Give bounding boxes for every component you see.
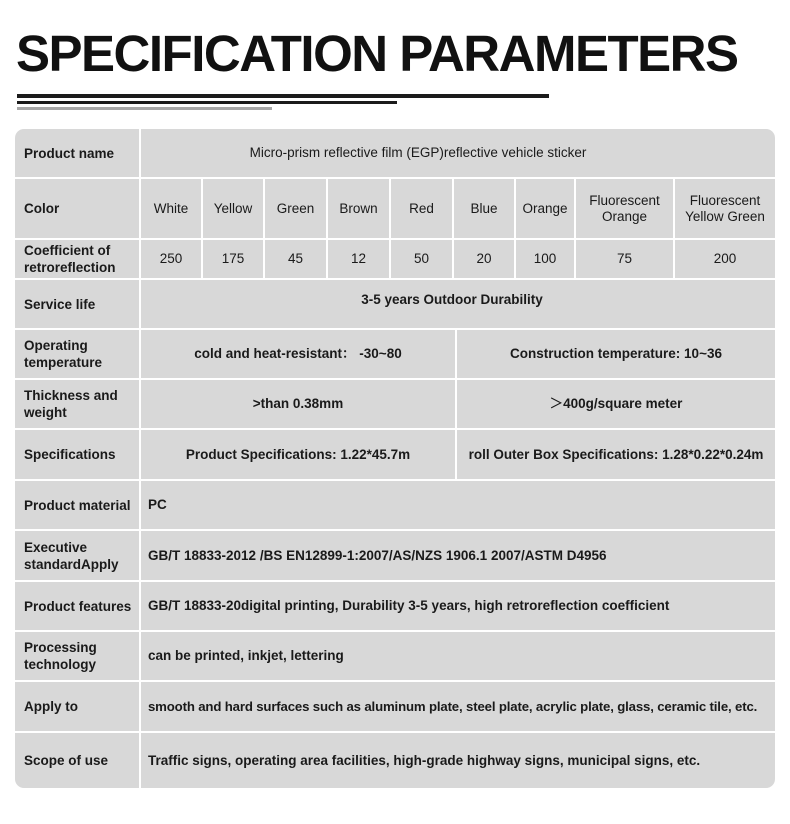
row-retroreflection: [15, 240, 775, 278]
row-executive-standard: [15, 531, 775, 580]
page-title: SPECIFICATION PARAMETERS: [16, 25, 738, 82]
row-product-material: [15, 481, 775, 529]
product-features-value: GB/T 18833-20digital printing, Durability 3-5 years, high retroreflection coefficient: [148, 598, 670, 613]
row-color: [15, 179, 775, 238]
row-label: Service life: [24, 296, 96, 312]
row-label: Specifications: [24, 447, 116, 462]
row-scope-of-use: [15, 733, 775, 788]
row-product-name: [15, 129, 775, 177]
retroreflection-cell: 200: [713, 251, 737, 266]
product-material-value: PC: [148, 497, 167, 512]
row-operating-temperature: [15, 330, 775, 378]
color-cell: Brown: [339, 200, 378, 216]
retroreflection-cell: 250: [159, 251, 183, 266]
row-processing-technology: [15, 632, 775, 680]
service-life-value: 3-5 years Outdoor Durability: [361, 292, 543, 307]
construction-temperature: Construction temperature: 10~36: [510, 346, 722, 361]
row-label: Color: [24, 201, 60, 216]
color-cell: Green: [276, 200, 315, 216]
apply-to-value: smooth and hard surfaces such as aluminum plate, steel plate, acrylic plate, glass, ceramic tile, etc.: [148, 698, 758, 714]
row-label: Thickness and weight: [24, 388, 118, 420]
retroreflection-cell: 75: [616, 251, 633, 266]
row-label: Product features: [24, 598, 132, 614]
row-specifications: [15, 430, 775, 479]
retroreflection-cell: 12: [350, 251, 367, 266]
row-product-features: [15, 582, 775, 630]
title-underline-long: [17, 94, 549, 98]
retroreflection-cell: 45: [287, 251, 304, 266]
row-label: Operating temperature: [24, 338, 103, 370]
specification-table: [15, 129, 775, 788]
outer-box-specifications: roll Outer Box Specifications: 1.28*0.22*0.24m: [468, 446, 764, 462]
color-cell: Fluorescent Orange: [589, 192, 660, 224]
row-label: Product material: [24, 497, 131, 513]
row-label: Scope of use: [24, 753, 109, 768]
row-apply-to: [15, 682, 775, 731]
title-underline-medium: [17, 101, 397, 104]
retroreflection-cell: 175: [221, 251, 245, 266]
retroreflection-cell: 20: [476, 251, 492, 266]
row-label: Coefficient of retroreflection: [24, 243, 116, 275]
color-cell: White: [153, 200, 189, 216]
product-specifications: Product Specifications: 1.22*45.7m: [185, 446, 411, 462]
color-cell: Orange: [522, 200, 568, 216]
processing-technology-value: can be printed, inkjet, lettering: [148, 648, 344, 663]
retroreflection-cell: 100: [533, 251, 557, 266]
row-label: Executive standardApply: [24, 539, 119, 572]
row-label: Product name: [24, 145, 115, 161]
scope-of-use-value: Traffic signs, operating area facilities, high-grade highway signs, municipal signs, etc.: [148, 752, 701, 768]
color-cell: Fluorescent Yellow Green: [685, 192, 765, 224]
weight-value: ＞400g/square meter: [549, 396, 683, 411]
row-label: Apply to: [24, 699, 78, 714]
operating-temperature-left: cold and heat-resistant： -30~80: [194, 346, 402, 361]
retroreflection-cell: 50: [413, 251, 430, 266]
thickness-value: >than 0.38mm: [252, 396, 344, 411]
row-thickness-weight: [15, 380, 775, 428]
executive-standard-value: GB/T 18833-2012 /BS EN12899-1:2007/AS/NZS 1906.1 2007/ASTM D4956: [148, 547, 607, 563]
title-underline-short: [17, 107, 272, 110]
color-cell: Blue: [470, 200, 498, 216]
row-service-life: [15, 280, 775, 328]
color-cell: Yellow: [213, 200, 253, 216]
color-cell: Red: [409, 200, 434, 216]
row-label: Processing technology: [24, 640, 97, 672]
product-name-value: Micro-prism reflective film (EGP)reflective vehicle sticker: [249, 145, 587, 160]
